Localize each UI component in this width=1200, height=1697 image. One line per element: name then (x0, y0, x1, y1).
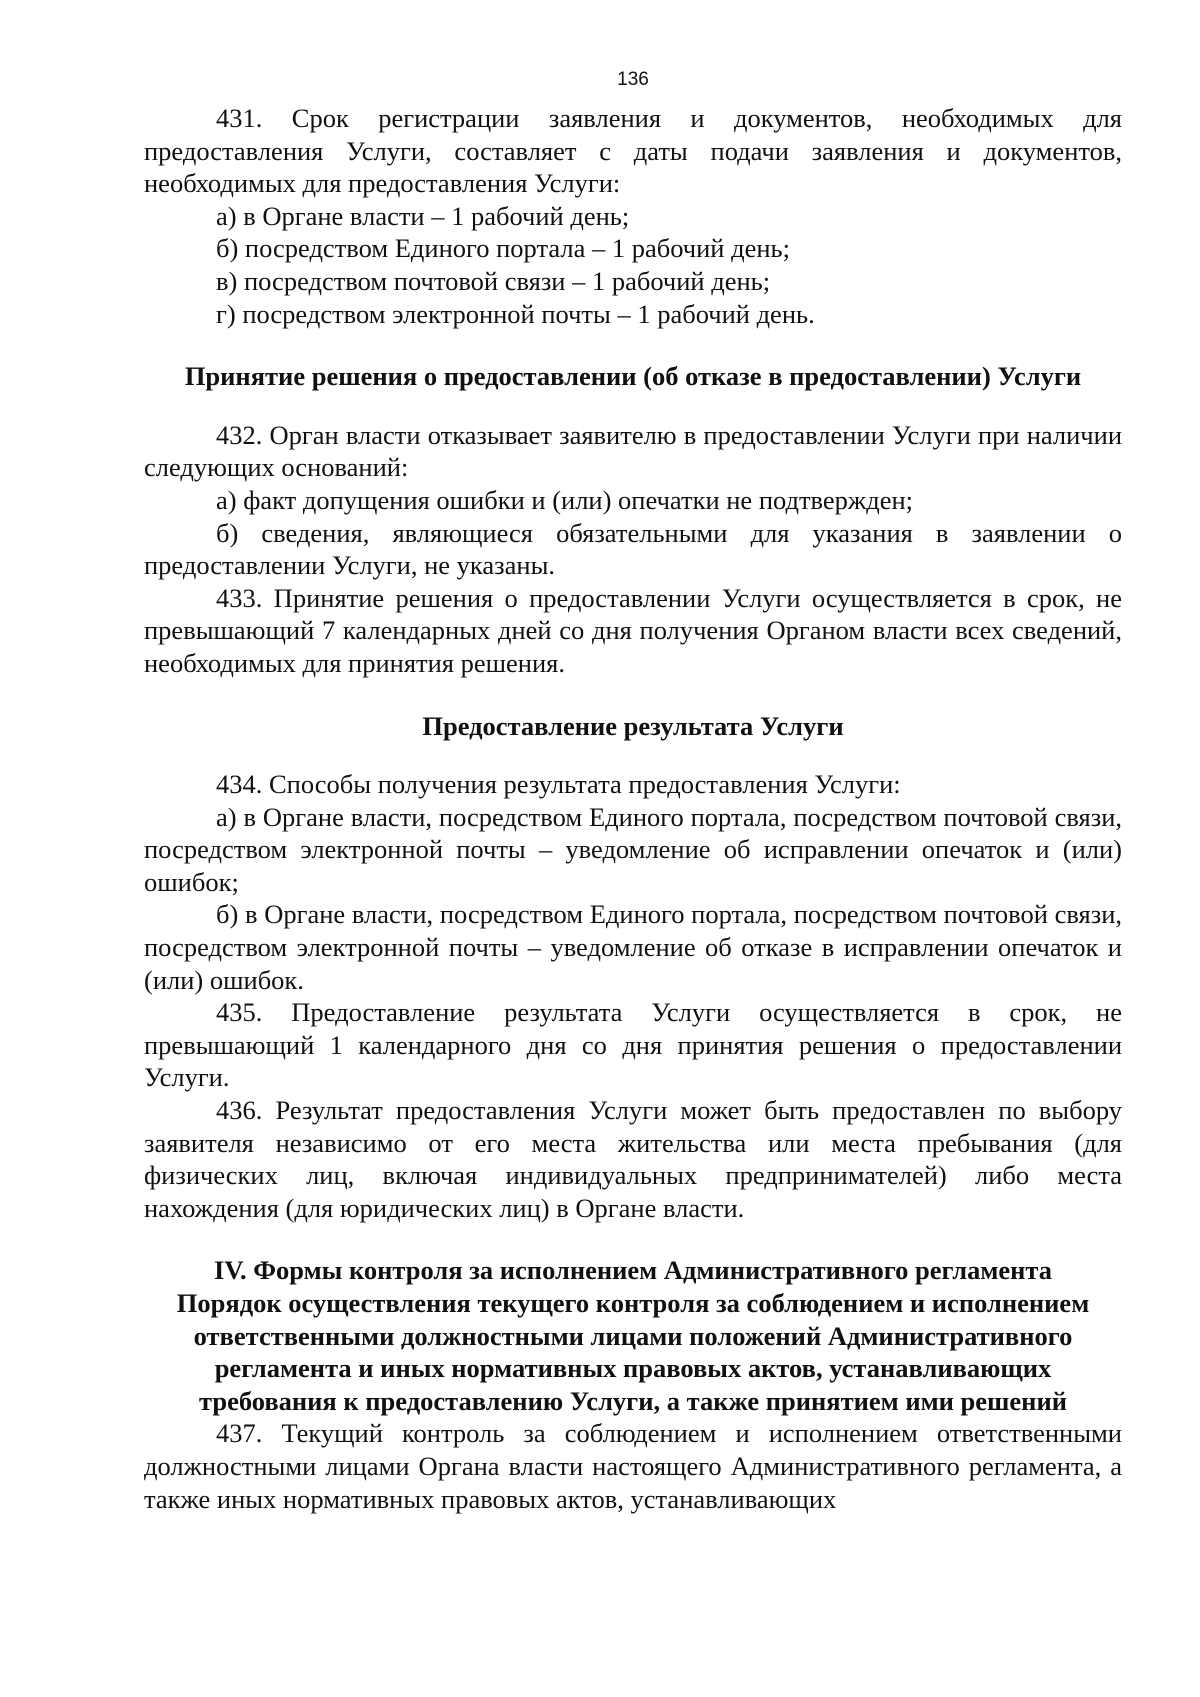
subsection-heading-control: Порядок осуществления текущего контроля за соблюдением и исполнением ответственными должностными лицами положений Административного регламента и иных нормативных правовых актов, устанавливающих требования к предоставлению Услуги, а также принятием ими решений (176, 1288, 1090, 1416)
document-page (144, 68, 1122, 1515)
page-number: 136 (617, 69, 649, 90)
section-heading-result: Предоставление результата Услуги (422, 710, 844, 741)
list-item-434-a: а) в Органе власти, посредством Единого портала, посредством почтовой связи, посредством электронной почты – уведомление об исправлении опечаток и (или) ошибок; (144, 801, 1122, 897)
list-item-431-d: г) посредством электронной почты – 1 рабочий день. (216, 298, 815, 329)
paragraph-437: 437. Текущий контроль за соблюдением и исполнением ответственными должностными лицами Органа власти настоящего Административного регламента, а также иных нормативных правовых актов, устанавливающих (144, 1418, 1122, 1514)
paragraph-432: 432. Орган власти отказывает заявителю в предоставлении Услуги при наличии следующих оснований: (144, 419, 1122, 483)
paragraph-435: 435. Предоставление результата Услуги осуществляется в срок, не превышающий 1 календарного дня со дня принятия решения о предоставлении Услуги. (144, 997, 1122, 1093)
list-item-432-b: б) сведения, являющиеся обязательными для указания в заявлении о предоставлении Услуги, не указаны. (144, 517, 1122, 581)
paragraph-433: 433. Принятие решения о предоставлении Услуги осуществляется в срок, не превышающий 7 календарных дней со дня получения Органом власти всех сведений, необходимых для принятия решения. (144, 582, 1122, 678)
list-item-432-a: а) факт допущения ошибки и (или) опечатки не подтвержден; (216, 484, 914, 515)
list-item-434-b: б) в Органе власти, посредством Единого портала, посредством почтовой связи, посредством электронной почты – уведомление об отказе в исправлении опечаток и (или) ошибок. (144, 899, 1122, 995)
section-heading-decision: Принятие решения о предоставлении (об отказе в предоставлении) Услуги (184, 361, 1082, 392)
list-item-431-b: б) посредством Единого портала – 1 рабочий день; (216, 233, 790, 264)
list-item-431-c: в) посредством почтовой связи – 1 рабочий день; (216, 265, 771, 296)
paragraph-431: 431. Срок регистрации заявления и документов, необходимых для предоставления Услуги, составляет с даты подачи заявления и документов, необходимых для предоставления Услуги: (144, 103, 1122, 199)
chapter-heading-iv: IV. Формы контроля за исполнением Административного регламента (214, 1255, 1052, 1286)
paragraph-434: 434. Способы получения результата предоставления Услуги: (216, 769, 901, 800)
list-item-431-a: а) в Органе власти – 1 рабочий день; (216, 200, 630, 231)
paragraph-436: 436. Результат предоставления Услуги может быть предоставлен по выбору заявителя независимо от его места жительства или места пребывания (для физических лиц, включая индивидуальных предпринимателей) либо места нахождения (для юридических лиц) в Органе власти. (144, 1095, 1122, 1223)
